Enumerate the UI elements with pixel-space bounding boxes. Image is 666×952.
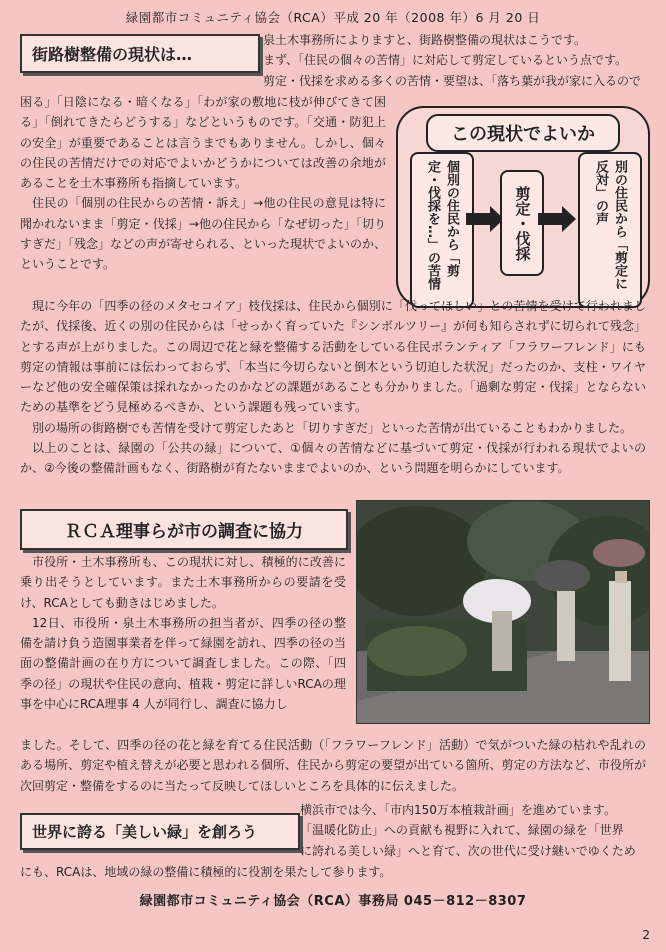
page-number: 2 <box>642 928 650 942</box>
diagram-box-objection: 別の住民から「剪定に反対」の声 <box>578 152 642 308</box>
lead-line: に誇れる美しい緑」へと育て、次の世代に受け継いでゆくため <box>300 843 636 858</box>
section-heading-beautiful-green: 世界に誇る「美しい緑」を創ろう <box>20 813 300 850</box>
paragraph: 市役所・土木事務所も、この現状に対し、積極的に改善に乗り出そうとしています。また土木事務所からの要請を受け、RCAとしても動きはじめました。 <box>20 555 346 610</box>
flow-diagram <box>396 106 650 308</box>
paragraph: 住民の「個別の住民からの苦情・訴え」→他の住民の意見は特に聞かれないまま「剪定・伐採」→他の住民から「なぜ切った」「切りすぎだ」「残念」などの声が寄せられる、といった現状でよいのか、ということです。 <box>20 196 387 272</box>
lead-line: 横浜市では今、「市内150万本植栽計画」を進めています。 <box>300 803 616 817</box>
lead-line: まず、「住民の個々の苦情」に対応して剪定しているという点です。 <box>263 53 628 68</box>
paragraph: 現に今年の「四季の径のメタセコイア」枝伐採は、住民から個別に「伐ってほしい」との苦情を受けて行われましたが、伐採後、近くの別の住民からは「せっかく育っていた『シンボルツリー』が何も知らされずに切られて残念」とする声が上がりました。この周辺で花と緑を整備する活動をしている住民ボランティア「フラワーフレンド」にも剪定の情報は事前には伝わっておらず、「本当に今切らないと倒木という切迫した状況」だったのか、支柱・ワイヤーなど他の安全確保策は採れなかったのかなどの課題があることも分かりました。「過剰な剪定・伐採」とならないための基準をどう見極めるべきか、という課題も残っています。 <box>20 299 646 415</box>
photo-illustration <box>357 501 649 723</box>
paragraph: 以上のことは、緑園の「公共の緑」について、①個々の苦情などに基づいて剪定・伐採が行われる現状でよいのか、②今後の整備計画もなく、街路樹が育たないままでよいのか、という問題を明らかにしています。 <box>20 441 646 476</box>
paragraph: 困る」「日陰になる・暗くなる」「わが家の敷地に枝が伸びてきて困る」「倒れてきたらどうする」などというものです。「交通・防犯上の安全」が重要であることは言うまでもありません。しかし、個々の住民の苦情だけでの対応でよいかどうかについては改善の余地があることを土木事務所も指摘しています。 <box>20 95 386 191</box>
section3-last-line <box>20 862 646 882</box>
arrow-head-icon <box>562 206 576 232</box>
diagram-box-complaint: 個別の住民から「剪定・伐採を…」の苦情 <box>410 152 474 308</box>
diagram-box-pruning: 剪定・伐採 <box>500 170 544 276</box>
section-heading-rca-survey: ＲＣＡ理事らが市の調査に協力 <box>20 509 348 550</box>
paragraph: 別の場所の街路樹でも苦情を受けて剪定したあと「切りすぎだ」といった苦情が出ていることもわかりました。 <box>32 420 633 435</box>
section1-left-column <box>20 92 386 275</box>
arrow-right-icon <box>538 213 564 225</box>
paragraph: 12日、市役所・泉土木事務所の担当者が、四季の径の整備を請け負う造園事業者を伴って緑園を訪れ、四季の径の当面の整備計画の在り方について調査しました。この際、「四季の径」の現状や住民の意向、植栽・剪定に詳しいRCAの理事を中心にRCA理事 4 人が同行し、調査に協力し <box>20 615 346 712</box>
paragraph: にも、RCAは、地域の緑の整備に積極的に役割を果たして参ります。 <box>20 865 392 879</box>
section2-full-column <box>20 735 646 796</box>
section3-lead <box>300 800 648 861</box>
lead-line: 「温暖化防止」への貢献も視野に入れて、緑園の緑を「世界 <box>300 823 624 838</box>
section1-lead <box>263 30 655 91</box>
arrow-right-icon <box>466 213 492 225</box>
section-heading-street-trees: 街路樹整備の現状は… <box>20 34 260 73</box>
lead-line: 剪定・伐採を求める多くの苦情・要望は、「落ち葉が我が家に入るので <box>263 73 642 88</box>
lead-line: 泉土木事務所によりますと、街路樹整備の現状はこうです。 <box>263 33 587 47</box>
newsletter-header: 緑園都市コミュニティ協会（RCA）平成 20 年（2008 年）6 月 20 日 <box>125 10 541 25</box>
survey-photo <box>356 500 650 724</box>
section2-left-column <box>20 552 346 714</box>
diagram-title: この現状でよいか <box>426 114 620 152</box>
contact-footer: 緑園都市コミュニティ協会（RCA）事務局 045－812－8307 <box>139 894 527 909</box>
section1-full-column <box>20 296 646 479</box>
paragraph: ました。そして、四季の径の花と緑を育てる住民活動（「フラワーフレンド」活動）で気がついた緑の枯れや乱れのある場所、剪定や植え替えが必要と思われる個所、住民から剪定の要望が出ている箇所、剪定の方法など、市役所が次回剪定・整備をするのに当たって反映してほしいところを具体的に伝えました。 <box>20 738 646 793</box>
